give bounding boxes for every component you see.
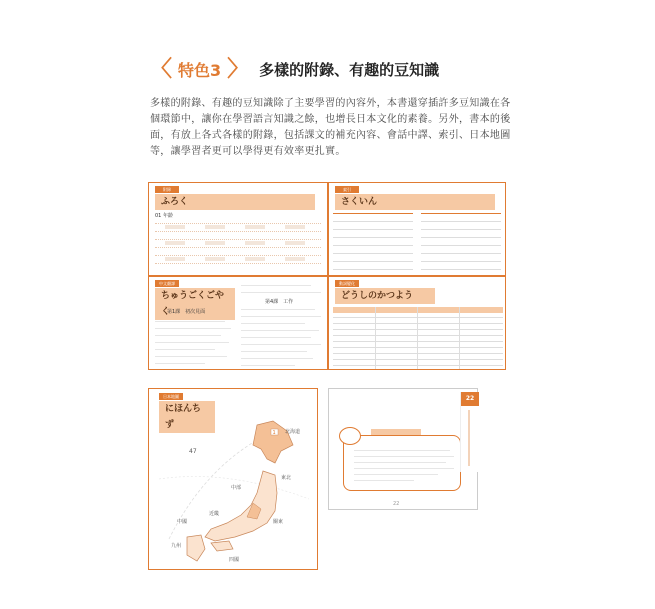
- japan-map: [149, 419, 318, 569]
- mascot-icon: [339, 427, 361, 445]
- feature-number: 特色3: [178, 61, 222, 80]
- lesson-1-text: [155, 319, 235, 365]
- sakuin-tag: 索引: [335, 186, 359, 193]
- kyushu-shape: [187, 535, 205, 561]
- prefecture-number-47: 47: [189, 448, 197, 455]
- tip-box: [343, 435, 461, 491]
- hokkaido-shape: [253, 421, 293, 463]
- region-label-shikoku: 四國: [229, 557, 240, 563]
- prefecture-number-1: 1: [272, 430, 276, 436]
- region-label-kinki: 近畿: [209, 511, 220, 517]
- page-number: 22: [393, 501, 400, 507]
- section-title: 多樣的附錄、有趣的豆知識: [259, 61, 440, 79]
- furoku-table: [155, 223, 321, 271]
- chapter-side-strip: [460, 392, 478, 472]
- doushi-title: どうしのかつよう: [335, 288, 435, 304]
- chuugokugoyaku-panel: [148, 276, 328, 370]
- section-heading: [150, 58, 439, 81]
- tip-header-bar: [371, 429, 421, 435]
- lesson-4-heading: 第4課 工作: [265, 299, 294, 305]
- nihonchizu-panel: [148, 388, 318, 570]
- sakuin-index-list: [333, 213, 503, 275]
- verb-conjugation-table: [333, 307, 503, 369]
- intro-paragraph: 多樣的附錄、有趣的豆知識除了主要學習的內容外，本書還穿插許多豆知識在各個環節中，讓你在學習語言知識之餘，也增長日本文化的素養。另外，書本的後面，有放上各式各樣的附錄，包括課文的補充內容、會話中譯、索引、日本地圖等，讓學習者更可以學得更有效率更扎實。: [150, 98, 511, 157]
- doushi-panel: [328, 276, 506, 370]
- nihonchizu-tag: 日本地圖: [159, 393, 183, 400]
- sakuin-title: さくいん: [335, 194, 495, 210]
- chuugokugoyaku-tag: 中文翻譯: [155, 280, 179, 287]
- region-label-chubu: 中部: [231, 485, 242, 491]
- furoku-panel: [148, 182, 328, 276]
- chapter-badge: 22: [461, 392, 479, 406]
- sakuin-panel: [328, 182, 506, 276]
- doushi-tag: 動詞變化: [335, 280, 359, 287]
- region-label-tohoku: 東北: [281, 475, 292, 481]
- close-bracket: 〉: [227, 56, 250, 82]
- honshu-shape: [205, 471, 277, 541]
- furoku-tag: 附錄: [155, 186, 179, 193]
- shikoku-shape: [211, 541, 233, 551]
- lesson-1-heading: 第1課 初次見面: [167, 309, 206, 315]
- region-label-kanto: 關東: [273, 519, 284, 525]
- mamechishiki-panel: [328, 388, 478, 510]
- region-label-hokkaido: 北海道: [285, 429, 301, 435]
- open-bracket: 〈: [150, 56, 173, 82]
- furoku-subtitle: 01 年齡: [155, 213, 173, 219]
- nihonchizu-title: にほんちず: [159, 401, 215, 433]
- chuugokugoyaku-title: ちゅうごくごやく: [155, 288, 235, 320]
- region-label-kyushu: 九州: [171, 543, 182, 549]
- region-label-chugoku: 中國: [177, 519, 188, 525]
- lesson-4-text: [241, 283, 325, 367]
- furoku-title: ふろく: [155, 194, 315, 210]
